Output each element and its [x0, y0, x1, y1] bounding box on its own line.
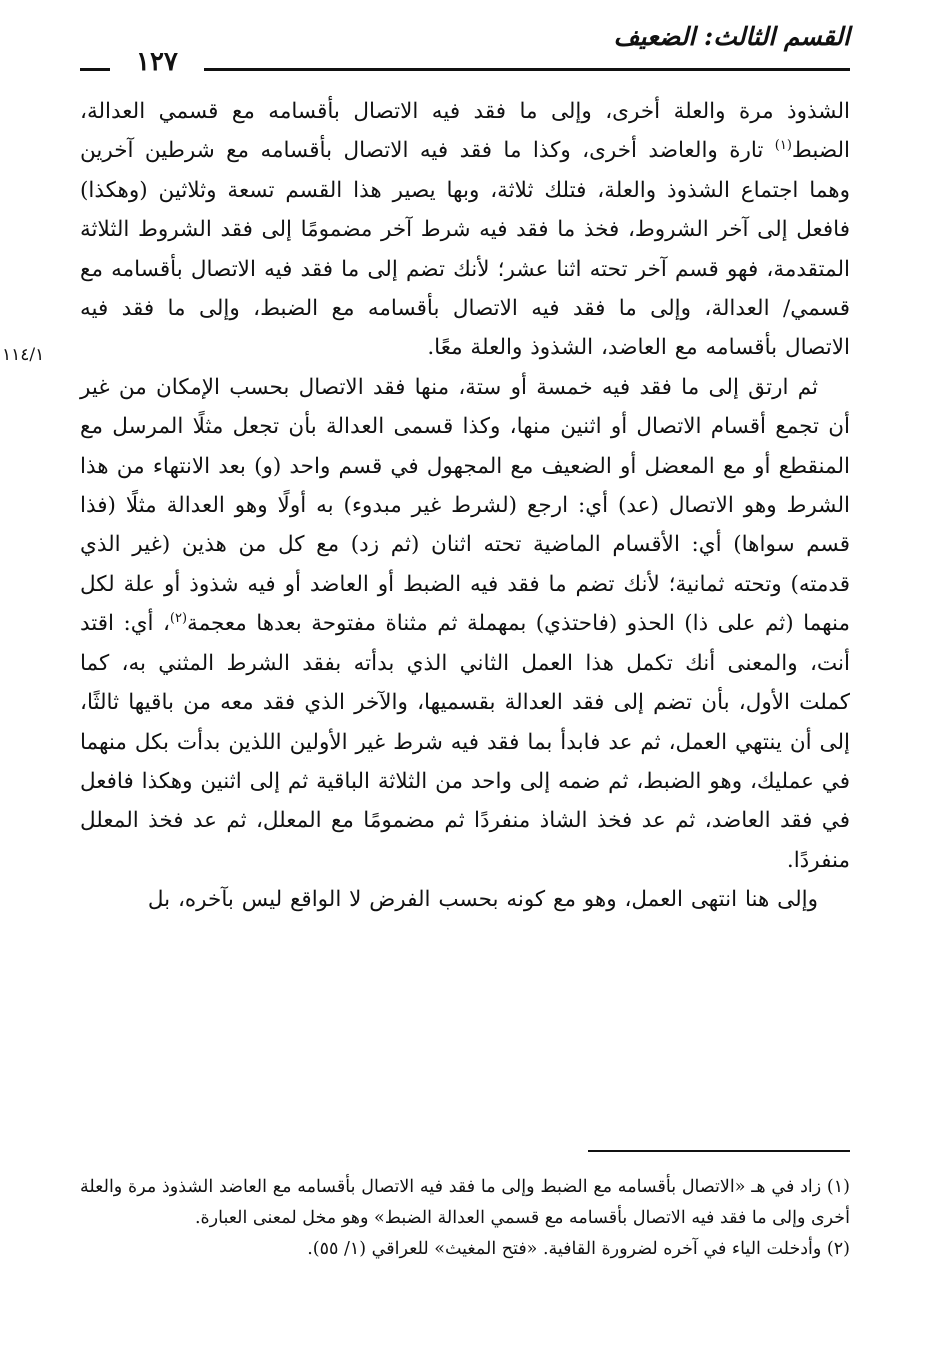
paragraph-1-rest: تارة والعاضد أخرى، وكذا ما فقد فيه الاتصال بأقسامه مع شرطين آخرين وهما اجتماع الشذوذ والعلة، فتلك ثلاثة، وبها يصير هذا القسم تسعة وثلاثين (وهكذا) فافعل إلى آخر الشروط، فخذ ما فقد فيه شرط آخر مضمومًا إلى فقد الشروط الثلاثة المتقدمة، فهو قسم آخر تحته اثنا عشر؛ لأنك تضم إلى ما فقد فيه الاتصال بأقسامه مع قسمي/ العدالة، وإلى ما فقد فيه الاتصال بأقسامه مع الضبط، وإلى ما فقد فيه الاتصال بأقسامه مع العاضد، الشذوذ والعلة معًا.	[80, 138, 850, 361]
paragraph-3: وإلى هنا انتهى العمل، وهو مع كونه بحسب الفرض لا الواقع ليس بآخره، بل	[147, 887, 818, 913]
paragraph-2	[80, 368, 850, 880]
main-text	[80, 92, 850, 920]
running-title: القسم الثالث: الضعيف	[613, 22, 850, 51]
footnotes	[80, 1172, 850, 1265]
footnote-ref-2[interactable]: (٢)	[169, 611, 188, 627]
paragraph-1-text: الشذوذ مرة والعلة أخرى، وإلى ما فقد فيه الاتصال بأقسامه مع قسمي العدالة، الضبط	[80, 99, 850, 164]
footnote-ref-1[interactable]: (١)	[774, 138, 792, 154]
footnote-2: (٢) وأدخلت الياء في آخره لضرورة القافية. «فتح المغيث» للعراقي (١/ ٥٥).	[307, 1239, 850, 1259]
paragraph-2-rest: ، أي: اقتد أنت، والمعنى أنك تكمل هذا العمل الثاني الذي بدأته بفقد الشرط المثني به، كما كملت الأول، بأن تضم إلى فقد العدالة بقسميها، والآخر الذي فقد معه من باقيها ثالثًا، إلى أن ينتهي العمل، ثم عد فابدأ بما فقد فيه شرط غير الأولين اللذين بدأت بكل منهما في عمليك، وهو الضبط، ثم ضمه إلى واحد من الثلاثة الباقية ثم إلى اثنين وهكذا فافعل في فقد العاضد، ثم عد فخذ الشاذ منفردًا ثم مضمومًا مع المعلل، ثم عد فخذ المعلل منفردًا.	[80, 611, 850, 873]
footnote-separator	[588, 1150, 850, 1152]
page-header	[80, 18, 850, 78]
margin-reference: ١١٤/١	[2, 345, 45, 365]
paragraph-1	[80, 92, 850, 368]
footnote-1: (١) زاد في هـ «الاتصال بأقسامه مع الضبط وإلى ما فقد فيه الاتصال بأقسامه مع العاضد الشذوذ مرة والعلة أخرى وإلى ما فقد فيه الاتصال بأقسامه مع قسمي العدالة الضبط» وهو مخل لمعنى العبارة.	[80, 1177, 850, 1228]
paragraph-2-text: ثم ارتق إلى ما فقد فيه خمسة أو ستة، منها فقد الاتصال بحسب الإمكان من غير أن تجمع أقسام الاتصال أو اثنين منها، وكذا قسمى العدالة بأن تجعل مثلًا المرسل مع المنقطع أو مع المعضل أو الضعيف مع المجهول في قسم واحد (و) بعد الانتهاء من هذا الشرط وهو الاتصال (عد) أي: ارجع (لشرط غير مبدوء) به أولًا وهو العدالة مثلًا (فذا قسم سواها) أي: الأقسام الماضية تحته اثنان (ثم زد) مع كل من هذين (غير الذي قدمته) وتحته ثمانية؛ لأنك تضم ما فقد فيه الضبط أو العاضد أو فيه شذوذ أو علة لكل منهما (ثم على ذا) الحذو (فاحتذي) بمهملة ثم مثناة مفتوحة بعدها معجمة	[80, 374, 850, 637]
page-number: ١٢٧	[110, 42, 204, 82]
